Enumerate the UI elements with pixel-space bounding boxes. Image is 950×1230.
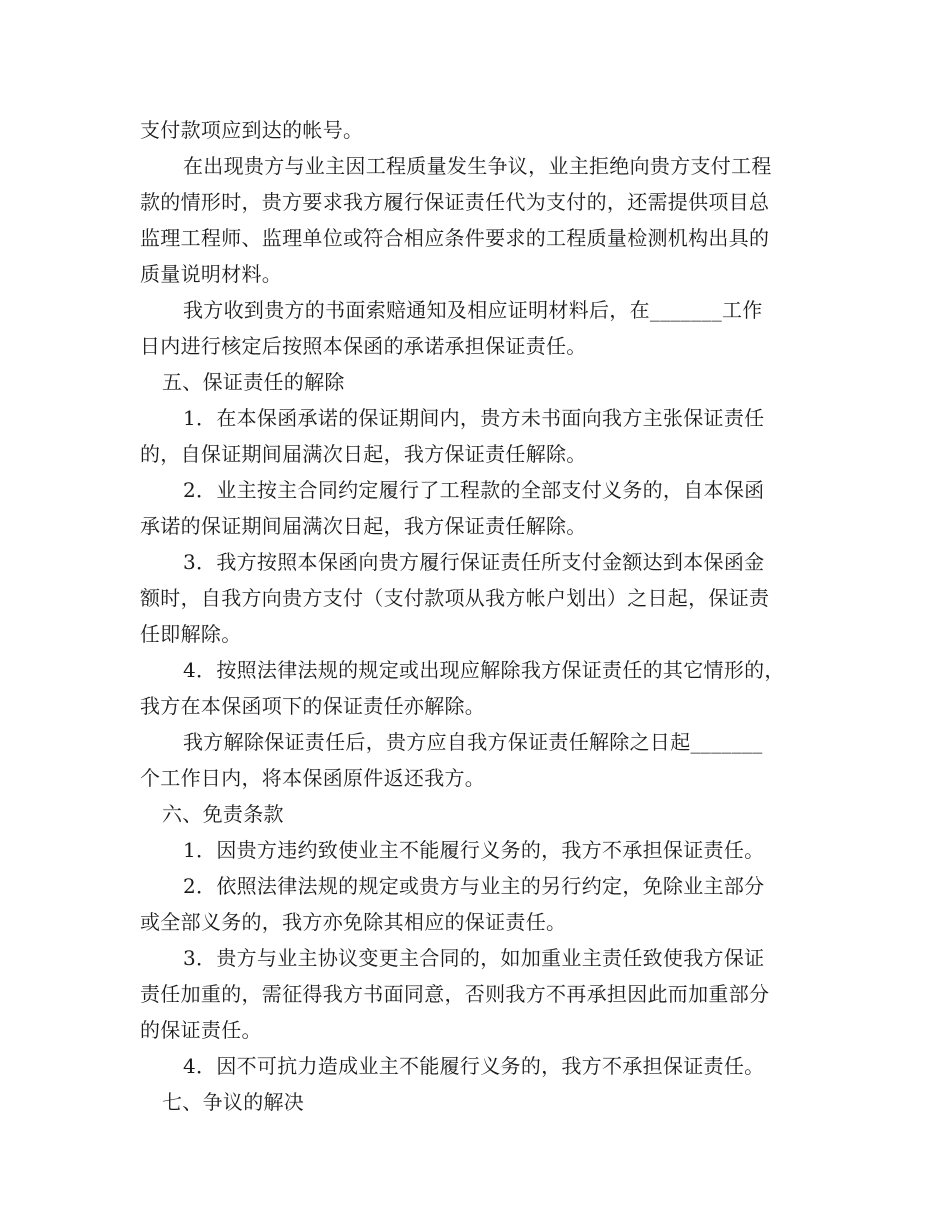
section-heading: 五、保证责任的解除 xyxy=(162,370,345,394)
paragraph-line: 1．因贵方违约致使业主不能履行义务的，我方不承担保证责任。 xyxy=(183,838,765,862)
paragraph-line: 或全部义务的，我方亦免除其相应的保证责任。 xyxy=(140,910,567,934)
paragraph-line: 款的情形时，贵方要求我方履行保证责任代为支付的，还需提供项目总 xyxy=(140,190,770,214)
paragraph-line: 承诺的保证期间届满次日起，我方保证责任解除。 xyxy=(140,514,587,538)
paragraph-line: 我方解除保证责任后，贵方应自我方保证责任解除之日起_______ xyxy=(183,730,763,754)
paragraph-line: 4．按照法律法规的规定或出现应解除我方保证责任的其它情形的， xyxy=(183,658,785,682)
paragraph-line: 的，自保证期间届满次日起，我方保证责任解除。 xyxy=(140,442,587,466)
paragraph-line: 2．业主按主合同约定履行了工程款的全部支付义务的，自本保函 xyxy=(183,478,765,502)
paragraph-line: 支付款项应到达的帐号。 xyxy=(140,118,364,142)
paragraph-line: 质量说明材料。 xyxy=(140,262,283,286)
section-heading: 七、争议的解决 xyxy=(162,1090,305,1114)
paragraph-line: 4．因不可抗力造成业主不能履行义务的，我方不承担保证责任。 xyxy=(183,1054,765,1078)
paragraph-line: 额时，自我方向贵方支付（支付款项从我方帐户划出）之日起，保证责 xyxy=(140,586,770,610)
paragraph-line: 监理工程师、监理单位或符合相应条件要求的工程质量检测机构出具的 xyxy=(140,226,770,250)
paragraph-line: 在出现贵方与业主因工程质量发生争议，业主拒绝向贵方支付工程 xyxy=(183,154,772,178)
paragraph-line: 的保证责任。 xyxy=(140,1018,262,1042)
paragraph-line: 责任加重的，需征得我方书面同意，否则我方不再承担因此而加重部分 xyxy=(140,982,770,1006)
paragraph-line: 2．依照法律法规的规定或贵方与业主的另行约定，免除业主部分 xyxy=(183,874,765,898)
paragraph-line: 日内进行核定后按照本保函的承诺承担保证责任。 xyxy=(140,334,587,358)
paragraph-line: 3．贵方与业主协议变更主合同的，如加重业主责任致使我方保证 xyxy=(183,946,765,970)
paragraph-line: 我方收到贵方的书面索赔通知及相应证明材料后，在_______工作 xyxy=(183,298,763,322)
paragraph-line: 任即解除。 xyxy=(140,622,242,646)
paragraph-line: 1．在本保函承诺的保证期间内，贵方未书面向我方主张保证责任 xyxy=(183,406,765,430)
section-heading: 六、免责条款 xyxy=(162,802,284,826)
paragraph-line: 3．我方按照本保函向贵方履行保证责任所支付金额达到本保函金 xyxy=(183,550,765,574)
paragraph-line: 个工作日内，将本保函原件返还我方。 xyxy=(140,766,486,790)
paragraph-line: 我方在本保函项下的保证责任亦解除。 xyxy=(140,694,486,718)
